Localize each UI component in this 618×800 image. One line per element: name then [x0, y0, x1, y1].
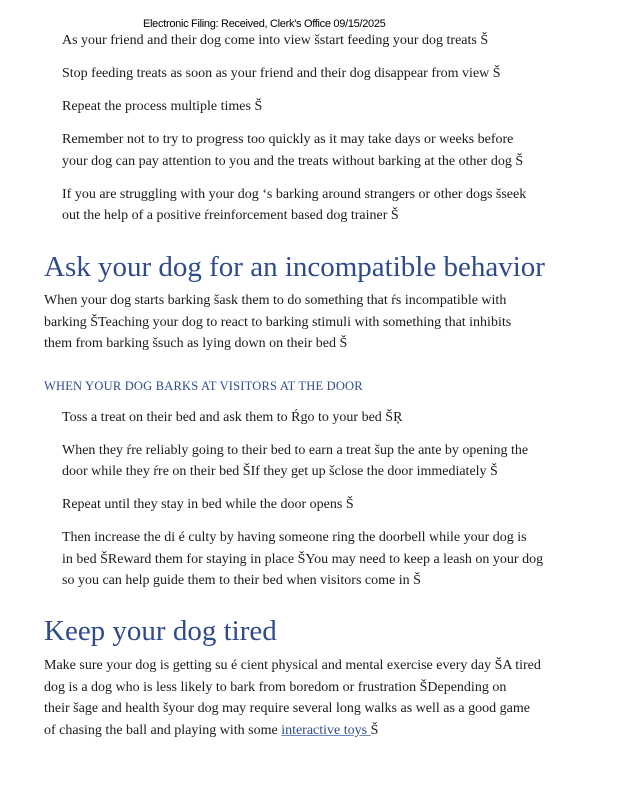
list-item: your dog can pay attention to you and the treats without barking at the other dog Š — [62, 154, 524, 169]
subsection-heading: WHEN YOUR DOG BARKS AT VISITORS AT THE DOOR — [44, 379, 363, 393]
list-item: If you are struggling with your dog ‘s barking around strangers or other dogs šseek — [62, 187, 527, 202]
list-item: Toss a treat on their bed and ask them to Ŕgo to your bed ŠŖ — [62, 410, 403, 425]
list-item: door while they ŕre on their bed ŠIf they get up šclose the door immediately Š — [62, 464, 498, 479]
paragraph-line: barking ŠTeaching your dog to react to barking stimuli with something that inhibits — [44, 315, 512, 330]
list-item: Stop feeding treats as soon as your friend and their dog disappear from view Š — [62, 66, 501, 81]
paragraph-line-end: Š — [370, 723, 379, 738]
interactive-toys-link[interactable]: interactive toys — [281, 723, 371, 738]
paragraph-line: Make sure your dog is getting su é cient physical and mental exercise every day ŠA tired — [44, 658, 541, 673]
list-item: When they ŕre reliably going to their bed to earn a treat šup the ante by opening the — [62, 443, 529, 458]
paragraph-line: their šage and health šyour dog may require several long walks as well as a good game — [44, 701, 530, 716]
section-heading: Ask your dog for an incompatible behavior — [44, 251, 545, 283]
paragraph-line: dog is a dog who is less likely to bark from boredom or frustration ŠDepending on — [44, 680, 507, 695]
paragraph-line — [44, 720, 378, 741]
paragraph-line-text: of chasing the ball and playing with some — [44, 723, 282, 738]
paragraph-line: them from barking šsuch as lying down on their bed Š — [44, 336, 348, 351]
list-item: As your friend and their dog come into view šstart feeding your dog treats Š — [62, 33, 489, 48]
list-item: Repeat the process multiple times Š — [62, 99, 263, 114]
list-item: out the help of a positive ŕreinforcement based dog trainer Š — [62, 208, 399, 223]
section-heading: Keep your dog tired — [44, 615, 277, 647]
list-item: Repeat until they stay in bed while the door opens Š — [62, 497, 354, 512]
list-item: in bed ŠReward them for staying in place ŠYou may need to keep a leash on your dog — [62, 552, 544, 567]
filing-stamp: Electronic Filing: Received, Clerk's Office 09/15/2025 — [143, 18, 386, 30]
paragraph-line: When your dog starts barking šask them to do something that ŕs incompatible with — [44, 293, 507, 308]
list-item: Remember not to try to progress too quickly as it may take days or weeks before — [62, 132, 514, 147]
list-item: Then increase the di é culty by having someone ring the doorbell while your dog is — [62, 530, 527, 545]
list-item: so you can help guide them to their bed when visitors come in Š — [62, 573, 421, 588]
